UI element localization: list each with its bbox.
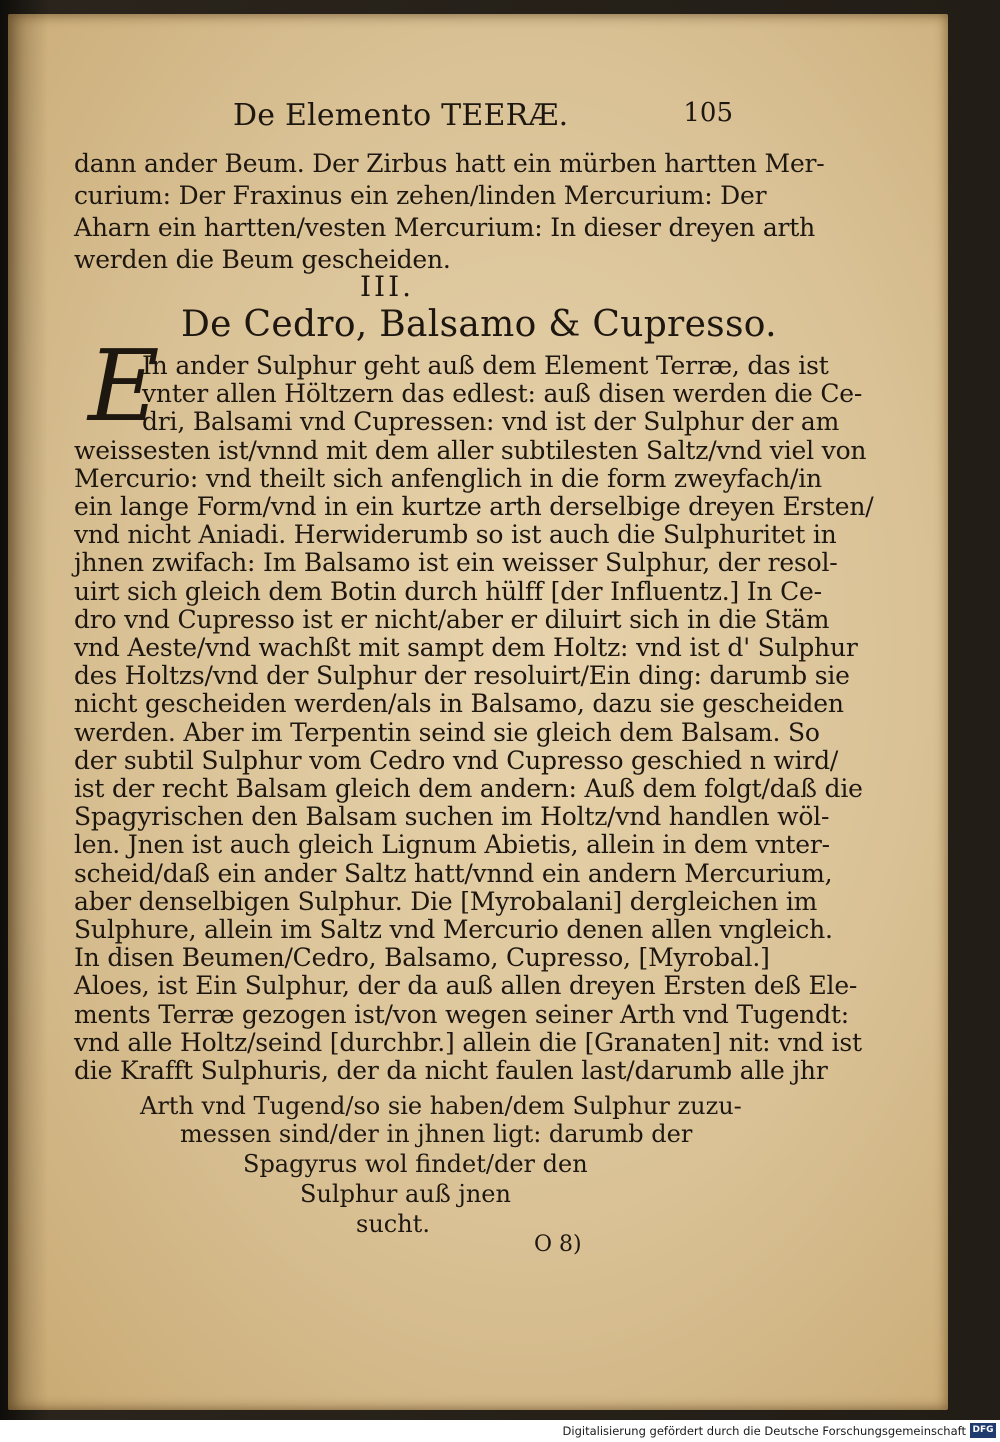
text-line: Spagyrus wol findet/der den [243, 1150, 588, 1178]
text-line: dro vnd Cupresso ist er nicht/aber er diluirt sich in die Stäm [74, 604, 830, 634]
text-line: der subtil Sulphur vom Cedro vnd Cupresso geschied n wird/ [74, 745, 839, 775]
text-line: weissesten ist/vnnd mit dem aller subtilesten Saltz/vnd viel von [74, 435, 867, 465]
page-header [233, 98, 733, 132]
section-number: III. [360, 270, 415, 303]
drop-cap-initial: E [88, 330, 160, 444]
intro-paragraph [74, 148, 825, 276]
text-line: In disen Beumen/Cedro, Balsamo, Cupresso, [Myrobal.] [74, 943, 770, 973]
text-line: In ander Sulphur geht auß dem Element Terræ, das ist [142, 351, 829, 380]
text-line: vnd nicht Aniadi. Herwiderumb so ist auch die Sulphuritet in [74, 520, 837, 550]
text-line: des Holtzs/vnd der Sulphur der resoluirt/Ein ding: darumb sie [74, 661, 850, 691]
text-line: ments Terræ gezogen ist/von wegen seiner Arth vnd Tugendt: [74, 999, 849, 1029]
book-page [8, 14, 948, 1410]
text-line: curium: Der Fraxinus ein zehen/linden Mercurium: Der [74, 181, 767, 210]
text-line: vnd Aeste/vnd wachßt mit sampt dem Holtz: vnd ist d' Sulphur [74, 633, 858, 663]
text-line: scheid/daß ein ander Saltz hatt/vnnd ein andern Mercurium, [74, 858, 833, 888]
text-line: Sulphur auß jnen [300, 1180, 511, 1208]
text-line: Aharn ein hartten/vesten Mercurium: In dieser dreyen arth [74, 213, 816, 242]
text-line: Arth vnd Tugend/so sie haben/dem Sulphur zuzu- [140, 1092, 742, 1120]
text-line: messen sind/der in jhnen ligt: darumb der [180, 1120, 693, 1148]
body-paragraph [74, 351, 874, 1086]
text-line: uirt sich gleich dem Botin durch hülff [der Influentz.] In Ce- [74, 576, 822, 606]
text-line: vnter allen Höltzern das edlest: auß disen werden die Ce- [142, 379, 863, 409]
text-line: werden. Aber im Terpentin seind sie gleich dem Balsam. So [74, 717, 820, 747]
dfg-logo: DFG [970, 1423, 996, 1438]
text-line: vnd alle Holtz/seind [durchbr.] allein die [Granaten] nit: vnd ist [74, 1027, 862, 1057]
text-line: nicht gescheiden werden/als in Balsamo, dazu sie gescheiden [74, 689, 844, 719]
text-line: dri, Balsami vnd Cupressen: vnd ist der Sulphur der am [142, 407, 840, 437]
text-line: jhnen zwifach: Im Balsamo ist ein weisser Sulphur, der resol- [74, 548, 838, 578]
text-line: len. Jnen ist auch gleich Lignum Abietis, allein in dem vnter- [74, 830, 830, 860]
text-line: Spagyrischen den Balsam suchen im Holtz/vnd handlen wöl- [74, 802, 830, 832]
text-line: ist der recht Balsam gleich dem andern: Auß dem folgt/daß die [74, 774, 863, 804]
running-title: De Elemento TEERÆ. [233, 98, 569, 133]
text-line: sucht. [356, 1210, 430, 1238]
section-title: De Cedro, Balsamo & Cupresso. [181, 304, 777, 345]
page-number: 105 [683, 98, 733, 128]
text-line: Sulphure, allein im Saltz vnd Mercurio denen allen vngleich. [74, 915, 833, 945]
text-line: werden die Beum gescheiden. [74, 245, 451, 274]
text-line: aber denselbigen Sulphur. Die [Myrobalani] dergleichen im [74, 886, 818, 916]
text-line: Mercurio: vnd theilt sich anfenglich in die form zweyfach/in [74, 463, 822, 493]
text-line: die Krafft Sulphuris, der da nicht faulen last/darumb alle jhr [74, 1056, 828, 1086]
signature-mark: O 8) [534, 1232, 582, 1257]
funding-credit: Digitalisierung gefördert durch die Deutsche Forschungsgemeinschaft [562, 1424, 966, 1438]
text-line: Aloes, ist Ein Sulphur, der da auß allen dreyen Ersten deß Ele- [74, 971, 858, 1001]
footer-bar [0, 1420, 1000, 1442]
text-line: ein lange Form/vnd in ein kurtze arth derselbige dreyen Ersten/ [74, 492, 874, 522]
text-line: dann ander Beum. Der Zirbus hatt ein mürben hartten Mer- [74, 149, 825, 178]
